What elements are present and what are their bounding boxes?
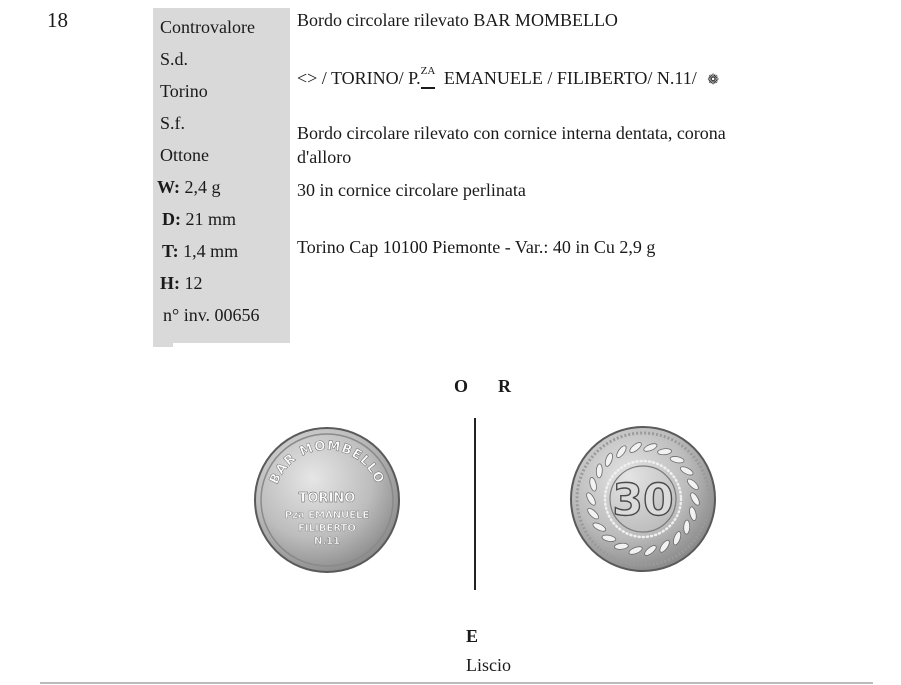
edge-label: E — [466, 626, 479, 646]
rosette-icon: ❁ — [707, 73, 719, 88]
weight-value: 2,4 g — [184, 177, 221, 197]
diameter-value: 21 mm — [185, 209, 237, 229]
coin-divider — [474, 418, 476, 590]
obverse-legend-desc — [297, 65, 719, 89]
laurel-leaf — [596, 464, 603, 478]
meta-city: Torino — [160, 81, 208, 101]
meta-metal: Ottone — [160, 145, 209, 165]
diameter-label: D: — [162, 209, 181, 229]
coin-obverse-line1: TORINO — [298, 491, 356, 506]
legend-pre: <> / TORINO/ P. — [297, 68, 421, 88]
reverse-value-desc: 30 in cornice circolare perlinata — [297, 180, 526, 200]
obverse-border-desc: Bordo circolare rilevato BAR MOMBELLO — [297, 10, 618, 30]
legend-sup: ZA — [420, 65, 436, 77]
h-value: 12 — [184, 273, 203, 293]
variant-note: Torino Cap 10100 Piemonte - Var.: 40 in Cu 2,9 g — [297, 237, 656, 257]
meta-h — [160, 273, 203, 294]
edge-value: Liscio — [466, 655, 511, 675]
coin-obverse-line3: FILIBERTO — [298, 523, 356, 534]
reverse-border-desc-2: d'alloro — [297, 147, 352, 167]
coin-reverse-value: 30 — [612, 475, 674, 526]
coin-obverse-line2: Pza EMANUELE — [284, 510, 370, 521]
legend-post: EMANUELE / FILIBERTO/ N.11/ — [439, 68, 697, 88]
coin-reverse-image — [568, 424, 718, 574]
reverse-label: R — [498, 376, 511, 396]
meta-diameter — [162, 209, 236, 230]
meta-date: S.d. — [160, 49, 189, 69]
meta-inventory: n° inv. 00656 — [163, 305, 260, 325]
obverse-label: O — [454, 376, 469, 396]
bottom-rule — [40, 682, 873, 684]
coin-obverse-arc: BAR MOMBELLO — [266, 438, 388, 487]
weight-label: W: — [157, 177, 181, 197]
metadata-panel-tab — [153, 343, 173, 347]
laurel-leaf — [683, 520, 690, 534]
meta-mint: S.f. — [160, 113, 186, 133]
meta-weight — [157, 177, 221, 198]
coin-obverse-line4: N.11 — [313, 536, 341, 547]
coin-obverse-image — [252, 425, 402, 575]
h-label: H: — [160, 273, 180, 293]
meta-controvalore: Controvalore — [160, 17, 255, 37]
entry-number: 18 — [47, 8, 68, 32]
thickness-value: 1,4 mm — [183, 241, 239, 261]
reverse-border-desc-1: Bordo circolare rilevato con cornice interna dentata, corona — [297, 123, 726, 143]
thickness-label: T: — [162, 241, 179, 261]
meta-thickness — [162, 241, 238, 262]
